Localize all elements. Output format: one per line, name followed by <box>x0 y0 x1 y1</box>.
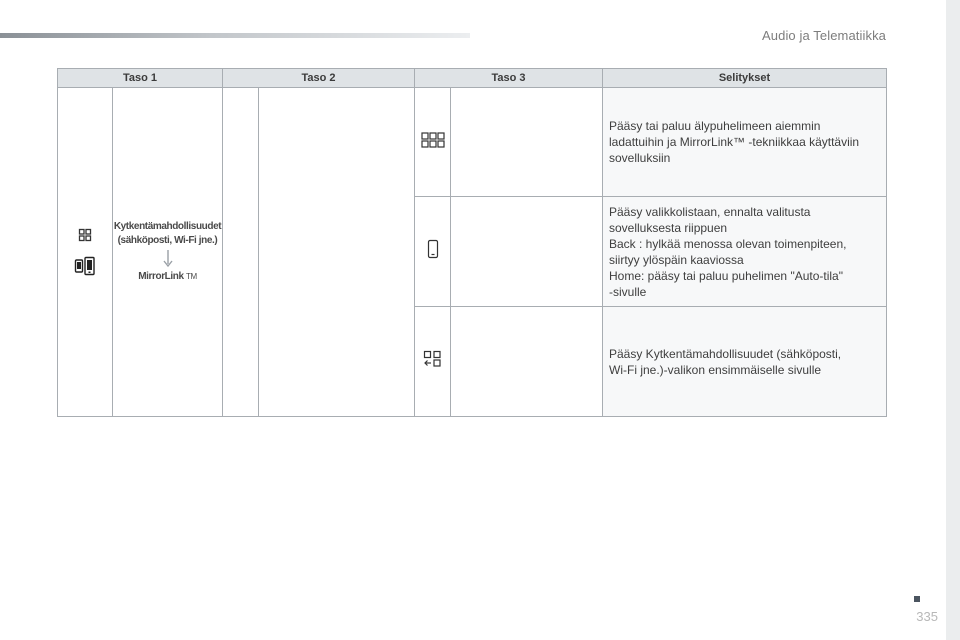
description-line: sovelluksiin <box>609 151 671 165</box>
description-cell <box>603 307 887 417</box>
column-header-level2: Taso 2 <box>223 69 415 88</box>
phone-mirror-icon <box>74 256 96 276</box>
level1-submenu-name: MirrorLink <box>138 271 184 282</box>
description-line: Home: pääsy tai paluu puhelimen "Auto-tila" <box>609 268 843 283</box>
level3-label-cell <box>451 197 603 307</box>
level2-label-cell <box>259 88 415 417</box>
description-cell <box>603 88 887 197</box>
description-line: sovelluksesta riippuen <box>609 220 728 235</box>
level3-icon-cell <box>415 307 451 417</box>
trademark-mark: TM <box>186 272 197 281</box>
table-header-row <box>58 69 887 88</box>
description-line: -sivulle <box>609 284 647 299</box>
level1-menu-name-detail: (sähköposti, Wi-Fi jne.) <box>117 235 218 246</box>
level3-label-cell <box>451 307 603 417</box>
back-to-grid-icon <box>423 350 443 368</box>
description-line: Wi-Fi jne.)-valikon ensimmäiselle sivulle <box>609 362 822 377</box>
description-line: Back : hylkää menossa olevan toimenpiteen, <box>609 236 847 251</box>
arrow-down-icon <box>162 249 174 269</box>
column-header-level3: Taso 3 <box>415 69 603 88</box>
level1-menu-name: Kytkentämahdollisuudet <box>113 221 222 232</box>
grid-2x2-icon <box>78 228 92 242</box>
smartphone-icon <box>427 239 439 259</box>
level1-icon-cell <box>58 88 113 417</box>
description-line: Pääsy valikkolistaan, ennalta valitusta <box>609 204 811 219</box>
page-side-strip <box>946 0 960 640</box>
header-accent-bar <box>0 33 470 38</box>
description-line: siirtyy ylöspäin kaaviossa <box>609 252 744 267</box>
level1-label-cell <box>113 88 223 417</box>
page-marker <box>914 596 920 602</box>
level2-icon-cell <box>223 88 259 417</box>
level3-icon-cell <box>415 197 451 307</box>
table-row <box>58 88 887 197</box>
grid-2x3-icon <box>421 132 445 148</box>
description-line: ladattuihin ja MirrorLink™ -tekniikkaa käyttäviin <box>609 135 860 149</box>
level3-label-cell <box>451 88 603 197</box>
description-line: Pääsy tai paluu älypuhelimeen aiemmin <box>609 119 821 133</box>
page-number: 335 <box>916 609 938 624</box>
description-cell <box>603 197 887 307</box>
column-header-level1: Taso 1 <box>58 69 223 88</box>
column-header-descriptions: Selitykset <box>603 69 887 88</box>
menu-table <box>57 68 887 417</box>
section-title: Audio ja Telematiikka <box>762 28 886 43</box>
level3-icon-cell <box>415 88 451 197</box>
description-line: Pääsy Kytkentämahdollisuudet (sähköposti, <box>609 346 842 361</box>
